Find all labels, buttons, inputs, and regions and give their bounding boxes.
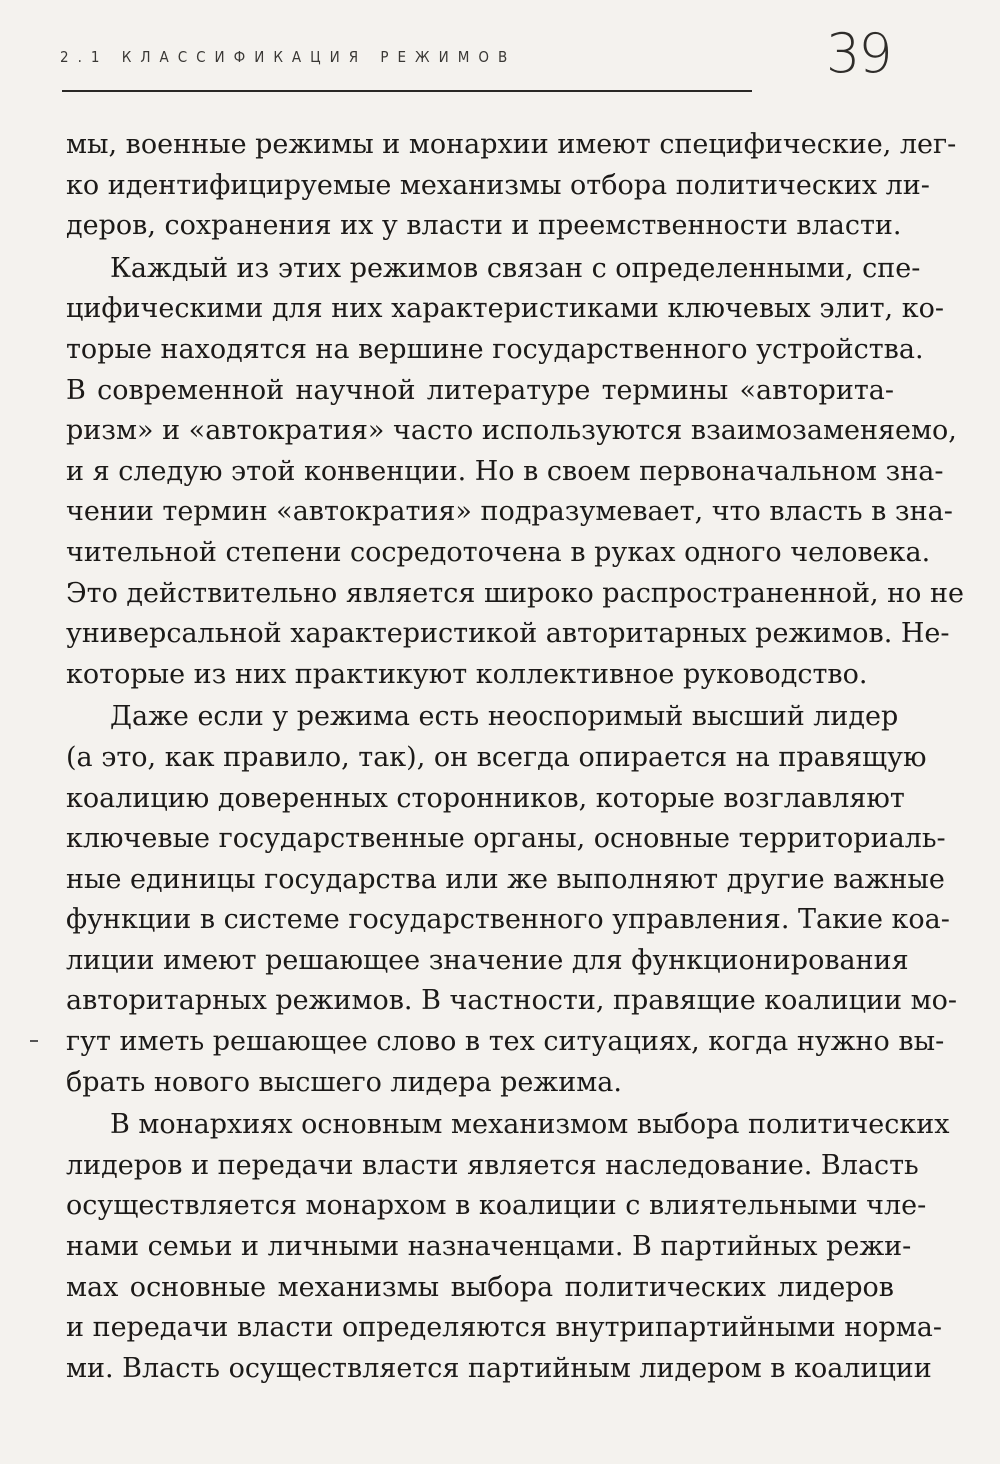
text-line: ные единицы государства или же выполняют другие важные (66, 863, 945, 895)
paragraph (66, 125, 957, 247)
text-line: и передачи власти определяются внутрипартийными норма- (66, 1312, 942, 1344)
text-line: функции в системе государственного управления. Такие коа- (66, 904, 950, 936)
paragraph (66, 697, 957, 1103)
text-line: Каждый из этих режимов связан с определенными, спе- (110, 252, 921, 284)
text-line: (а это, как правило, так), он всегда опирается на правящую (66, 741, 927, 773)
text-line: чительной степени сосредоточена в руках одного человека. (66, 536, 931, 568)
text-line: авторитарных режимов. В частности, правящие коалиции мо- (66, 985, 957, 1017)
text-line: мы, военные режимы и монархии имеют специфические, лег- (66, 129, 957, 160)
text-line: ризм» и «автократия» часто используются взаимозаменяемо, (66, 415, 957, 447)
text-line: которые из них практикуют коллективное руководство. (66, 658, 868, 690)
text-line: и я следую этой конвенции. Но в своем первоначальном зна- (66, 455, 944, 487)
margin-mark (30, 1040, 38, 1042)
text-line: цифическими для них характеристиками ключевых элит, ко- (66, 293, 944, 325)
text-line: гут иметь решающее слово в тех ситуациях, когда нужно вы- (66, 1026, 945, 1058)
body-text (66, 125, 964, 1389)
text-line: нами семьи и личными назначенцами. В партийных режи- (66, 1231, 912, 1263)
text-line: ми. Власть осуществляется партийным лидером в коалиции (66, 1352, 932, 1384)
header-rule (62, 90, 752, 92)
page-number: 39 (826, 22, 891, 85)
text-line: универсальной характеристикой авторитарных режимов. Не- (66, 618, 950, 650)
text-line: Даже если у режима есть неоспоримый высший лидер (110, 701, 899, 733)
text-line: В монархиях основным механизмом выбора политических (110, 1109, 950, 1141)
text-line: Это действительно является широко распространенной, но не (66, 577, 964, 609)
text-line: мах основные механизмы выбора политических лидеров (66, 1271, 894, 1303)
running-title: 2.1 КЛАССИФИКАЦИЯ РЕЖИМОВ (60, 48, 517, 66)
text-line: коалицию доверенных сторонников, которые возглавляют (66, 782, 905, 814)
text-line: В современной научной литературе термины «авторита- (66, 374, 894, 406)
text-line: торые находятся на вершине государственного устройства. (66, 333, 924, 365)
text-line: брать нового высшего лидера режима. (66, 1066, 622, 1098)
text-line: лидеров и передачи власти является наследование. Власть (66, 1149, 919, 1181)
text-line: деров, сохранения их у власти и преемственности власти. (66, 210, 902, 242)
text-line: ко идентифицируемые механизмы отбора политических ли- (66, 169, 930, 201)
text-line: чении термин «автократия» подразумевает, что власть в зна- (66, 496, 953, 528)
paragraph (66, 249, 964, 696)
text-line: ключевые государственные органы, основные территориаль- (66, 823, 946, 855)
text-line: лиции имеют решающее значение для функционирования (66, 944, 909, 976)
text-line: осуществляется монархом в коалиции с влиятельными чле- (66, 1190, 927, 1222)
paragraph (66, 1105, 950, 1389)
